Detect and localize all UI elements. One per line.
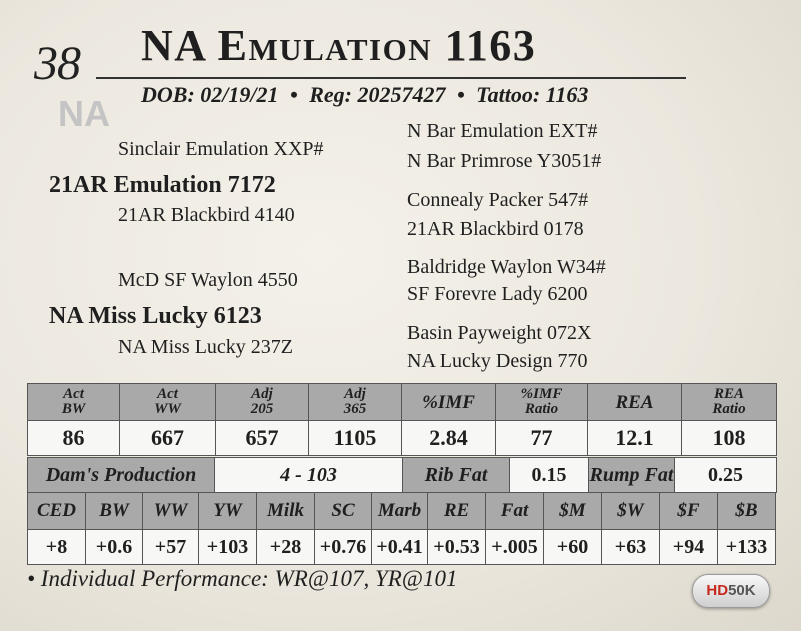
epd-header-row	[28, 493, 776, 530]
epd-header: SC	[315, 493, 372, 530]
sire-sire-sire: N Bar Emulation EXT#	[407, 120, 598, 142]
title-rule	[96, 77, 686, 79]
header-imf-ratio: %IMF Ratio	[496, 384, 588, 421]
epd-value: +.005	[486, 530, 544, 565]
separator-dot: •	[456, 82, 465, 107]
sire: 21AR Emulation 7172	[49, 172, 276, 198]
epd-value: +133	[718, 530, 776, 565]
performance-note: • Individual Performance: WR@107, YR@101	[27, 566, 458, 591]
epd-value-row	[28, 530, 776, 565]
dam-sire-dam: SF Forevre Lady 6200	[407, 283, 588, 305]
na-logo: NA	[58, 93, 110, 134]
value-imf: 2.84	[402, 421, 496, 456]
production-table	[27, 457, 777, 493]
rib-fat-label: Rib Fat	[403, 458, 510, 493]
epd-header: $M	[544, 493, 602, 530]
sire-dam: 21AR Blackbird 4140	[118, 204, 295, 226]
tattoo: Tattoo: 1163	[476, 82, 589, 107]
epd-header: CED	[28, 493, 86, 530]
dam-dam-sire: Basin Payweight 072X	[407, 322, 592, 344]
header-act-ww: Act WW	[120, 384, 216, 421]
header-adj-205: Adj 205	[216, 384, 309, 421]
epd-value: +103	[199, 530, 257, 565]
epd-header: WW	[143, 493, 199, 530]
lot-number: 38	[34, 37, 80, 90]
performance-value-row	[28, 421, 777, 456]
epd-header: $B	[718, 493, 776, 530]
registration: Reg: 20257427	[309, 82, 446, 107]
epd-header: $W	[602, 493, 660, 530]
value-adj-205: 657	[216, 421, 309, 456]
epd-header: Marb	[372, 493, 428, 530]
epd-value: +60	[544, 530, 602, 565]
rib-fat-value: 0.15	[510, 458, 589, 493]
hd50k-badge: HD50K	[692, 574, 770, 608]
epd-value: +63	[602, 530, 660, 565]
dam-dam-dam: NA Lucky Design 770	[407, 350, 588, 372]
epd-header: BW	[86, 493, 143, 530]
animal-info	[141, 83, 588, 107]
rump-fat-value: 0.25	[675, 458, 777, 493]
epd-table	[27, 492, 776, 565]
header-rea-ratio: REA Ratio	[682, 384, 777, 421]
epd-value: +0.41	[372, 530, 428, 565]
performance-header-row	[28, 384, 777, 421]
sire-dam-sire: Connealy Packer 547#	[407, 189, 589, 211]
epd-header: RE	[428, 493, 486, 530]
dam: NA Miss Lucky 6123	[49, 303, 262, 329]
epd-header: Milk	[257, 493, 315, 530]
header-imf: %IMF	[402, 384, 496, 421]
dams-production-value: 4 - 103	[215, 458, 403, 493]
epd-value: +0.6	[86, 530, 143, 565]
epd-value: +94	[660, 530, 718, 565]
dob: DOB: 02/19/21	[141, 82, 279, 107]
header-adj-365: Adj 365	[309, 384, 402, 421]
production-row	[28, 458, 777, 493]
epd-value: +0.53	[428, 530, 486, 565]
dam-dam: NA Miss Lucky 237Z	[118, 336, 293, 358]
epd-value: +57	[143, 530, 199, 565]
performance-table	[27, 383, 777, 456]
epd-value: +28	[257, 530, 315, 565]
epd-header: YW	[199, 493, 257, 530]
value-act-bw: 86	[28, 421, 120, 456]
sire-sire: Sinclair Emulation XXP#	[118, 138, 324, 160]
epd-value: +0.76	[315, 530, 372, 565]
value-act-ww: 667	[120, 421, 216, 456]
epd-value: +8	[28, 530, 86, 565]
sire-dam-dam: 21AR Blackbird 0178	[407, 218, 584, 240]
rump-fat-label: Rump Fat	[589, 458, 675, 493]
value-imf-ratio: 77	[496, 421, 588, 456]
header-act-bw: Act BW	[28, 384, 120, 421]
epd-header: Fat	[486, 493, 544, 530]
separator-dot: •	[290, 82, 298, 107]
value-adj-365: 1105	[309, 421, 402, 456]
dam-sire-sire: Baldridge Waylon W34#	[407, 256, 606, 278]
epd-header: $F	[660, 493, 718, 530]
sire-sire-dam: N Bar Primrose Y3051#	[407, 150, 602, 172]
value-rea-ratio: 108	[682, 421, 777, 456]
dam-sire: McD SF Waylon 4550	[118, 269, 298, 291]
dams-production-label: Dam's Production	[28, 458, 215, 493]
animal-name: NA Emulation 1163	[141, 21, 537, 70]
header-rea: REA	[588, 384, 682, 421]
value-rea: 12.1	[588, 421, 682, 456]
